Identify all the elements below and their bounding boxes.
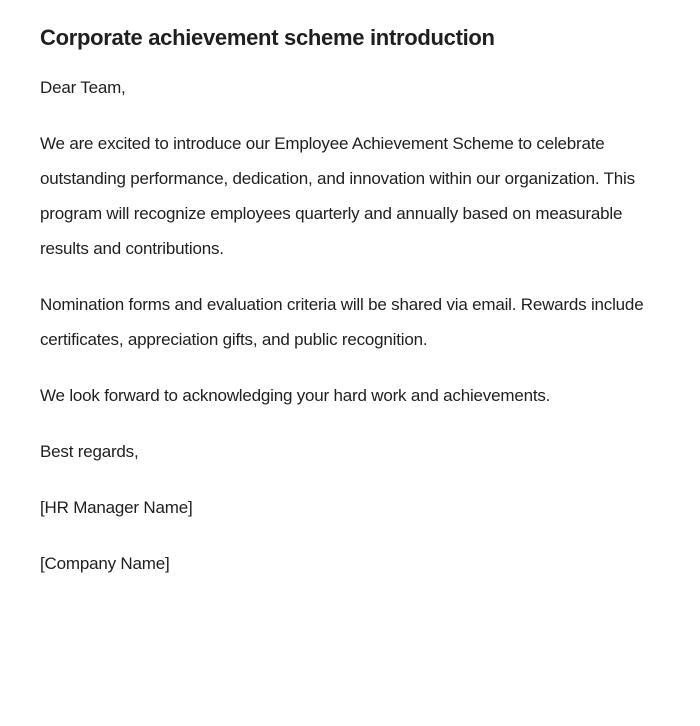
- body-paragraph-2: Nomination forms and evaluation criteria will be shared via email. Rewards include certificates, appreciation gifts, and public recognition.: [40, 295, 644, 349]
- signature-company: [Company Name]: [40, 554, 170, 573]
- body-paragraph-3: We look forward to acknowledging your hard work and achievements.: [40, 386, 551, 405]
- signature-name: [HR Manager Name]: [40, 498, 193, 517]
- closing: Best regards,: [40, 442, 139, 461]
- salutation: Dear Team,: [40, 78, 126, 97]
- body-paragraph-1: We are excited to introduce our Employee Achievement Scheme to celebrate outstanding performance, dedication, and innovation within our organization. This program will recognize employees quarterly and annually based on measurable results and contributions.: [40, 134, 635, 258]
- document-title: Corporate achievement scheme introduction: [40, 25, 495, 50]
- document-content: [40, 24, 660, 581]
